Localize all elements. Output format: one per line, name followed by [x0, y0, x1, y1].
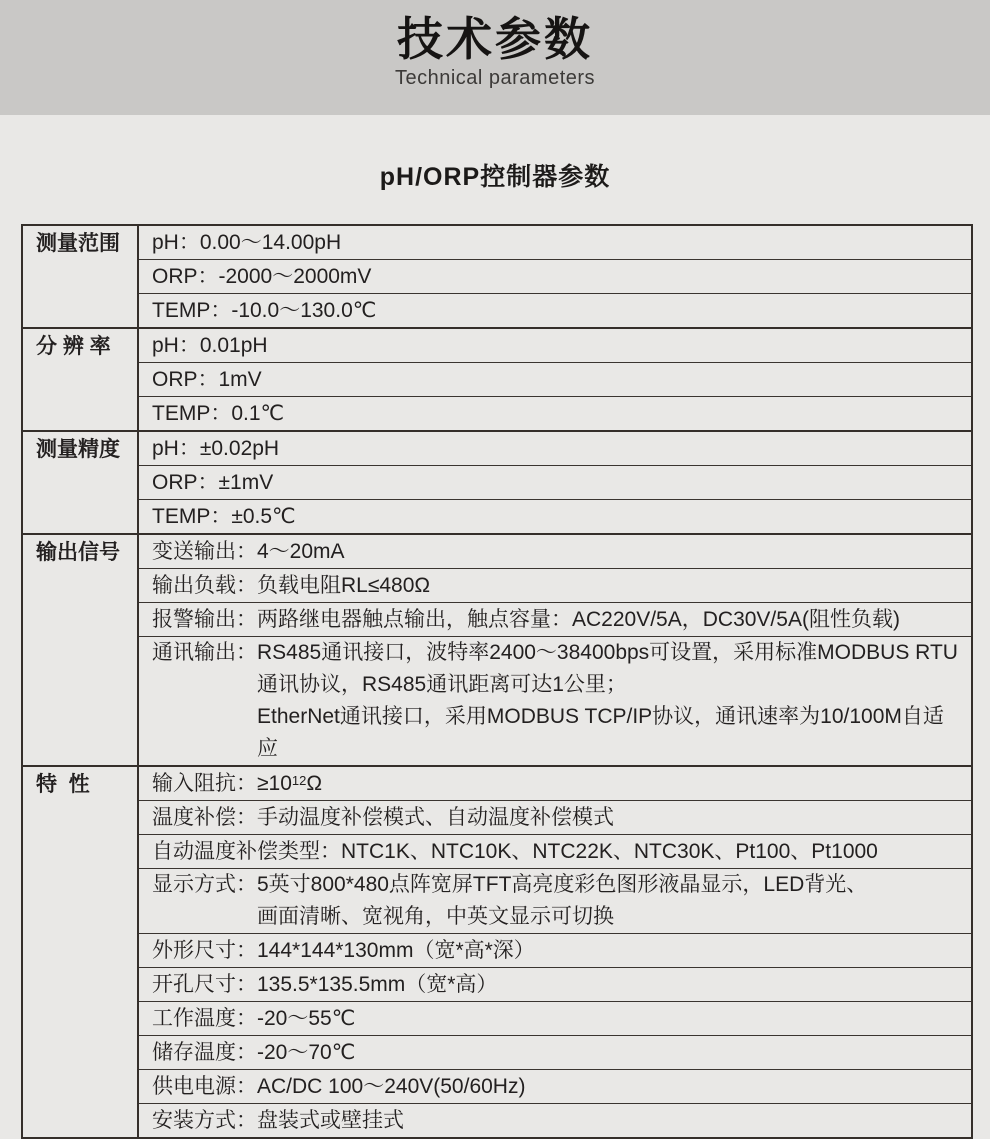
table-row	[139, 934, 971, 968]
cell-text-continuation: 通讯协议，RS485通讯距离可达1公里；	[257, 673, 627, 696]
cell-text: 供电电源：AC/DC 100～240V(50/60Hz)	[152, 1075, 526, 1098]
cell-text: ORP：1mV	[152, 368, 262, 391]
page-subtitle: Technical parameters	[394, 66, 596, 89]
table-row	[139, 1104, 971, 1137]
cell-text: 报警输出：两路继电器触点输出，触点容量：AC220V/5A，DC30V/5A(阻性负载)	[152, 608, 900, 631]
cell-text: 通讯输出：RS485通讯接口，波特率2400～38400bps可设置，采用标准MODBUS RTU	[152, 641, 958, 664]
row-group-label: 分 辨 率	[23, 329, 139, 430]
table-group-resolution	[23, 329, 971, 432]
table-row	[139, 569, 971, 603]
cell-text: 工作温度：-20～55℃	[152, 1007, 356, 1030]
cell-text: pH：±0.02pH	[152, 437, 280, 460]
table-row	[139, 801, 971, 835]
table-row	[139, 397, 971, 430]
cell-text: Ω	[306, 772, 323, 795]
group-rows	[139, 535, 971, 765]
cell-text: TEMP：-10.0～130.0℃	[152, 299, 377, 322]
page-title: 技术参数	[397, 13, 593, 65]
cell-text: TEMP：±0.5℃	[152, 505, 296, 528]
table-row	[139, 637, 971, 765]
table-row	[139, 1002, 971, 1036]
table-row	[139, 432, 971, 466]
table-row	[139, 767, 971, 801]
cell-text: TEMP：0.1℃	[152, 402, 285, 425]
table-row	[139, 329, 971, 363]
table-row	[139, 835, 971, 869]
table-row	[139, 968, 971, 1002]
cell-text: 变送输出：4～20mA	[152, 540, 345, 563]
cell-text-continuation: EtherNet通讯接口，采用MODBUS TCP/IP协议，通讯速率为10/100M自适应	[257, 705, 944, 760]
cell-text: ORP：±1mV	[152, 471, 274, 494]
table-row	[139, 260, 971, 294]
group-rows	[139, 767, 971, 1137]
table-group-features	[23, 767, 971, 1137]
cell-text: 安装方式：盘装式或壁挂式	[152, 1109, 404, 1132]
table-row	[139, 294, 971, 327]
group-rows	[139, 226, 971, 327]
cell-text: 储存温度：-20～70℃	[152, 1041, 356, 1064]
row-group-label: 测量范围	[23, 226, 139, 327]
row-group-label: 测量精度	[23, 432, 139, 533]
cell-text: pH：0.01pH	[152, 334, 268, 357]
table-row	[139, 226, 971, 260]
table-row	[139, 466, 971, 500]
cell-text: 温度补偿：手动温度补偿模式、自动温度补偿模式	[152, 806, 614, 829]
table-row	[139, 363, 971, 397]
cell-text: 输出负载：负载电阻RL≤480Ω	[152, 574, 431, 597]
group-rows	[139, 329, 971, 430]
table-group-output-signal	[23, 535, 971, 767]
table-row	[139, 869, 971, 934]
cell-text: 自动温度补偿类型：NTC1K、NTC10K、NTC22K、NTC30K、Pt100、Pt1000	[152, 840, 878, 863]
cell-text: 输入阻抗：≥10	[152, 772, 292, 795]
superscript-exponent: 12	[291, 773, 307, 788]
cell-text: 显示方式：5英寸800*480点阵宽屏TFT高亮度彩色图形液晶显示，LED背光、	[152, 873, 868, 896]
header-banner	[0, 0, 990, 115]
table-group-measure-range	[23, 226, 971, 329]
cell-text: pH：0.00～14.00pH	[152, 231, 342, 254]
cell-text: ORP：-2000～2000mV	[152, 265, 372, 288]
table-group-accuracy	[23, 432, 971, 535]
row-group-label: 特 性	[23, 767, 139, 1137]
section-title: pH/ORP控制器参数	[379, 163, 611, 191]
cell-text: 开孔尺寸：135.5*135.5mm（宽*高）	[152, 973, 498, 996]
table-row	[139, 1070, 971, 1104]
parameters-table	[21, 224, 973, 1139]
table-row	[139, 603, 971, 637]
cell-text-continuation: 画面清晰、宽视角，中英文显示可切换	[257, 905, 614, 928]
table-row	[139, 500, 971, 533]
row-group-label: 输出信号	[23, 535, 139, 765]
cell-text: 外形尺寸：144*144*130mm（宽*高*深）	[152, 939, 535, 962]
table-row	[139, 1036, 971, 1070]
table-row	[139, 535, 971, 569]
group-rows	[139, 432, 971, 533]
